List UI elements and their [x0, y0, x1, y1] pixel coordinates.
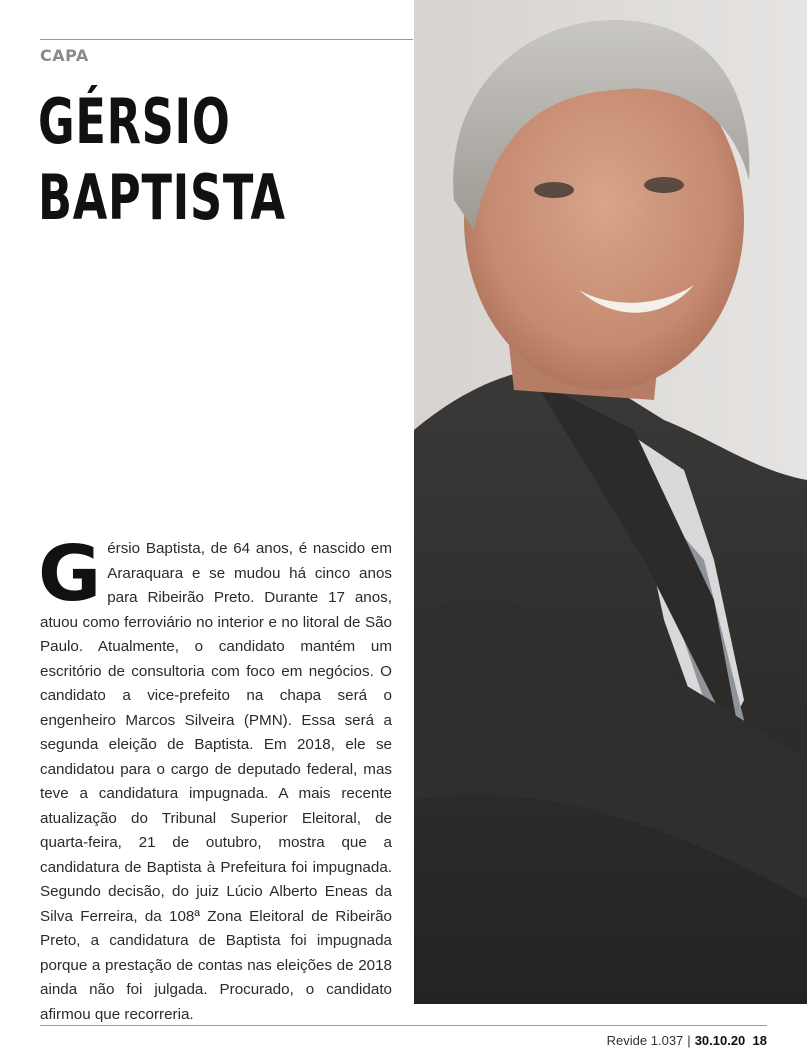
headline-line-2: BAPTISTA: [38, 161, 286, 234]
headline-line-1: GÉRSIO: [38, 85, 231, 158]
footer-separator: |: [687, 1033, 691, 1048]
issue-date: 30.10.20: [694, 1033, 746, 1048]
page-number: 18: [752, 1033, 767, 1048]
section-label: CAPA: [40, 46, 89, 65]
page-footer: [607, 1033, 767, 1048]
issue-label: Revide 1.037: [606, 1033, 684, 1048]
drop-cap: G: [38, 530, 102, 619]
footer-rule: [40, 1025, 767, 1026]
page-title: [38, 84, 286, 236]
portrait-photo: [414, 0, 807, 1004]
article-text: érsio Baptista, de 64 anos, é nascido em Araraquara e se mudou há cinco anos para Ribeirão Preto. Durante 17 anos, atuou como ferroviário no interior e no litoral de São Paulo. Atualmente, o candidato mantém um escritório de consultoria com foco em negócios. O candidato a vice-prefeito na chapa será o engenheiro Marcos Silveira (PMN). Essa será a segunda eleição de Baptista. Em 2018, ele se candidatou para o cargo de deputado federal, mas teve a candidatura impugnada. A mais recente atualização do Tribunal Superior Eleitoral, de quarta-feira, 21 de outubro, mostra que a candidatura de Baptista à Prefeitura foi impugnada. Segundo decisão, do juiz Lúcio Alberto Eneas da Silva Ferreira, da 108ª Zona Eleitoral de Ribeirão Preto, a candidatura de Baptista foi impugnada porque a prestação de contas nas eleições de 2018 ainda não foi julgada. Procurado, o candidato afirmou que recorreria.: [40, 540, 392, 1023]
top-rule: [40, 39, 413, 40]
article-body: [38, 530, 392, 1027]
